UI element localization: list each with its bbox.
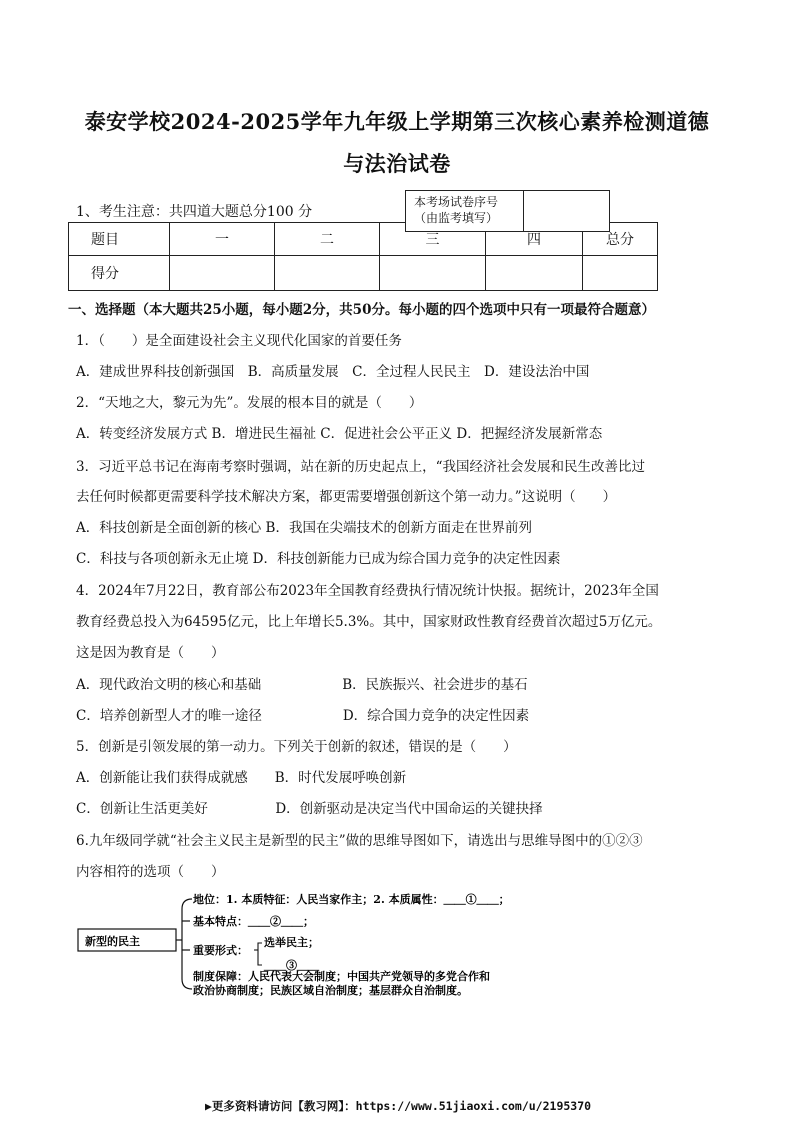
question-line: C．培养创新型人才的唯一途径 D．综合国力竞争的决定性因素 bbox=[76, 708, 530, 724]
question-line: 4．2024年7月22日，教育部公布2023年全国教育经费执行情况统计快报。据统计，2023年全国 bbox=[76, 583, 659, 599]
sequence-label-line1: 本考场试卷序号 bbox=[414, 195, 499, 209]
section1-heading: 一、选择题（本大题共25小题，每小题2分，共50分。每小题的四个选项中只有一项最符合题意） bbox=[68, 302, 655, 318]
score-cell-4[interactable] bbox=[486, 256, 583, 291]
score-header-4: 四 bbox=[486, 223, 583, 256]
question-line: 6.九年级同学就“社会主义民主是新型的民主”做的思维导图如下，请选出与思维导图中的①②③ bbox=[76, 833, 643, 849]
question-line: 教育经费总投入为64595亿元，比上年增长5.3%。其中，国家财政性教育经费首次超过5万亿元。 bbox=[76, 614, 662, 630]
score-cell-total[interactable] bbox=[583, 256, 658, 291]
question-line: A．现代政治文明的核心和基础 B．民族振兴、社会进步的基石 bbox=[76, 677, 528, 693]
score-header-1: 一 bbox=[170, 223, 275, 256]
score-header-2: 二 bbox=[275, 223, 380, 256]
score-cell-2[interactable] bbox=[275, 256, 380, 291]
score-cell-3[interactable] bbox=[380, 256, 486, 291]
score-header-3: 三 bbox=[380, 223, 486, 256]
question-line: A．建成世界科技创新强国 B．高质量发展 C．全过程人民民主 D．建设法治中国 bbox=[76, 364, 590, 380]
footer-link[interactable]: ▶更多资料请访问【教习网】：https://www.51jiaoxi.com/u/2195370 bbox=[205, 1099, 592, 1113]
question-line: 2．“天地之大，黎元为先”。发展的根本目的就是（ ） bbox=[76, 395, 423, 411]
mind-map-branch-system-1: 制度保障：人民代表大会制度；中国共产党领导的多党合作和 bbox=[193, 970, 490, 983]
mind-map-form-blank-3: ＿＿③＿＿ bbox=[264, 959, 319, 972]
score-cell-1[interactable] bbox=[170, 256, 275, 291]
question-line: 去任何时候都更需要科学技术解决方案，都更需要增强创新这个第一动力。”这说明（ ） bbox=[76, 489, 617, 505]
exam-sequence-box bbox=[405, 190, 610, 232]
exam-title-line1: 泰安学校2024-2025学年九年级上学期第三次核心素养检测道德 bbox=[84, 109, 710, 134]
mind-map-diagram bbox=[76, 885, 536, 1000]
score-header-total: 总分 bbox=[583, 223, 658, 256]
exam-title-line2: 与法治试卷 bbox=[343, 151, 451, 176]
question-line: 3．习近平总书记在海南考察时强调，站在新的历史起点上，“我国经济社会发展和民生改善比过 bbox=[76, 459, 645, 475]
question-line: C．科技与各项创新永无止境 D．科技创新能力已成为综合国力竞争的决定性因素 bbox=[76, 551, 561, 567]
sequence-label bbox=[406, 191, 524, 231]
sequence-label-line2: （由监考填写） bbox=[414, 211, 499, 225]
sequence-number-field[interactable] bbox=[524, 191, 609, 231]
question-line: A．科技创新是全面创新的核心 B．我国在尖端技术的创新方面走在世界前列 bbox=[76, 520, 532, 536]
mind-map-branch-form: 重要形式： bbox=[193, 944, 248, 957]
mind-map-form-election: 选举民主； bbox=[264, 936, 319, 949]
question-line: 内容相符的选项（ ） bbox=[76, 864, 225, 880]
question-line: 这是因为教育是（ ） bbox=[76, 645, 225, 661]
mind-map-branch-feature: 基本特点：＿＿②＿＿； bbox=[193, 915, 314, 928]
question-line: C．创新让生活更美好 D．创新驱动是决定当代中国命运的关键抉择 bbox=[76, 801, 543, 817]
mind-map-branch-status: 地位：1. 本质特征：人民当家作主；2. 本质属性：＿＿①＿＿； bbox=[193, 893, 510, 906]
question-line: A．转变经济发展方式 B．增进民生福祉 C．促进社会公平正义 D．把握经济发展新常态 bbox=[76, 426, 603, 442]
score-row-label: 得分 bbox=[69, 256, 170, 291]
score-header-label: 题目 bbox=[69, 223, 170, 256]
question-line: A．创新能让我们获得成就感 B．时代发展呼唤创新 bbox=[76, 770, 407, 786]
question-line: 1．（ ）是全面建设社会主义现代化国家的首要任务 bbox=[76, 333, 402, 349]
score-table bbox=[68, 222, 658, 291]
mind-map-root: 新型的民主 bbox=[85, 935, 140, 948]
exam-notice: 1、考生注意：共四道大题总分100 分 bbox=[76, 204, 313, 220]
mind-map-branch-system-2: 政治协商制度；民族区域自治制度；基层群众自治制度。 bbox=[193, 984, 468, 997]
question-line: 5．创新是引领发展的第一动力。下列关于创新的叙述，错误的是（ ） bbox=[76, 739, 517, 755]
